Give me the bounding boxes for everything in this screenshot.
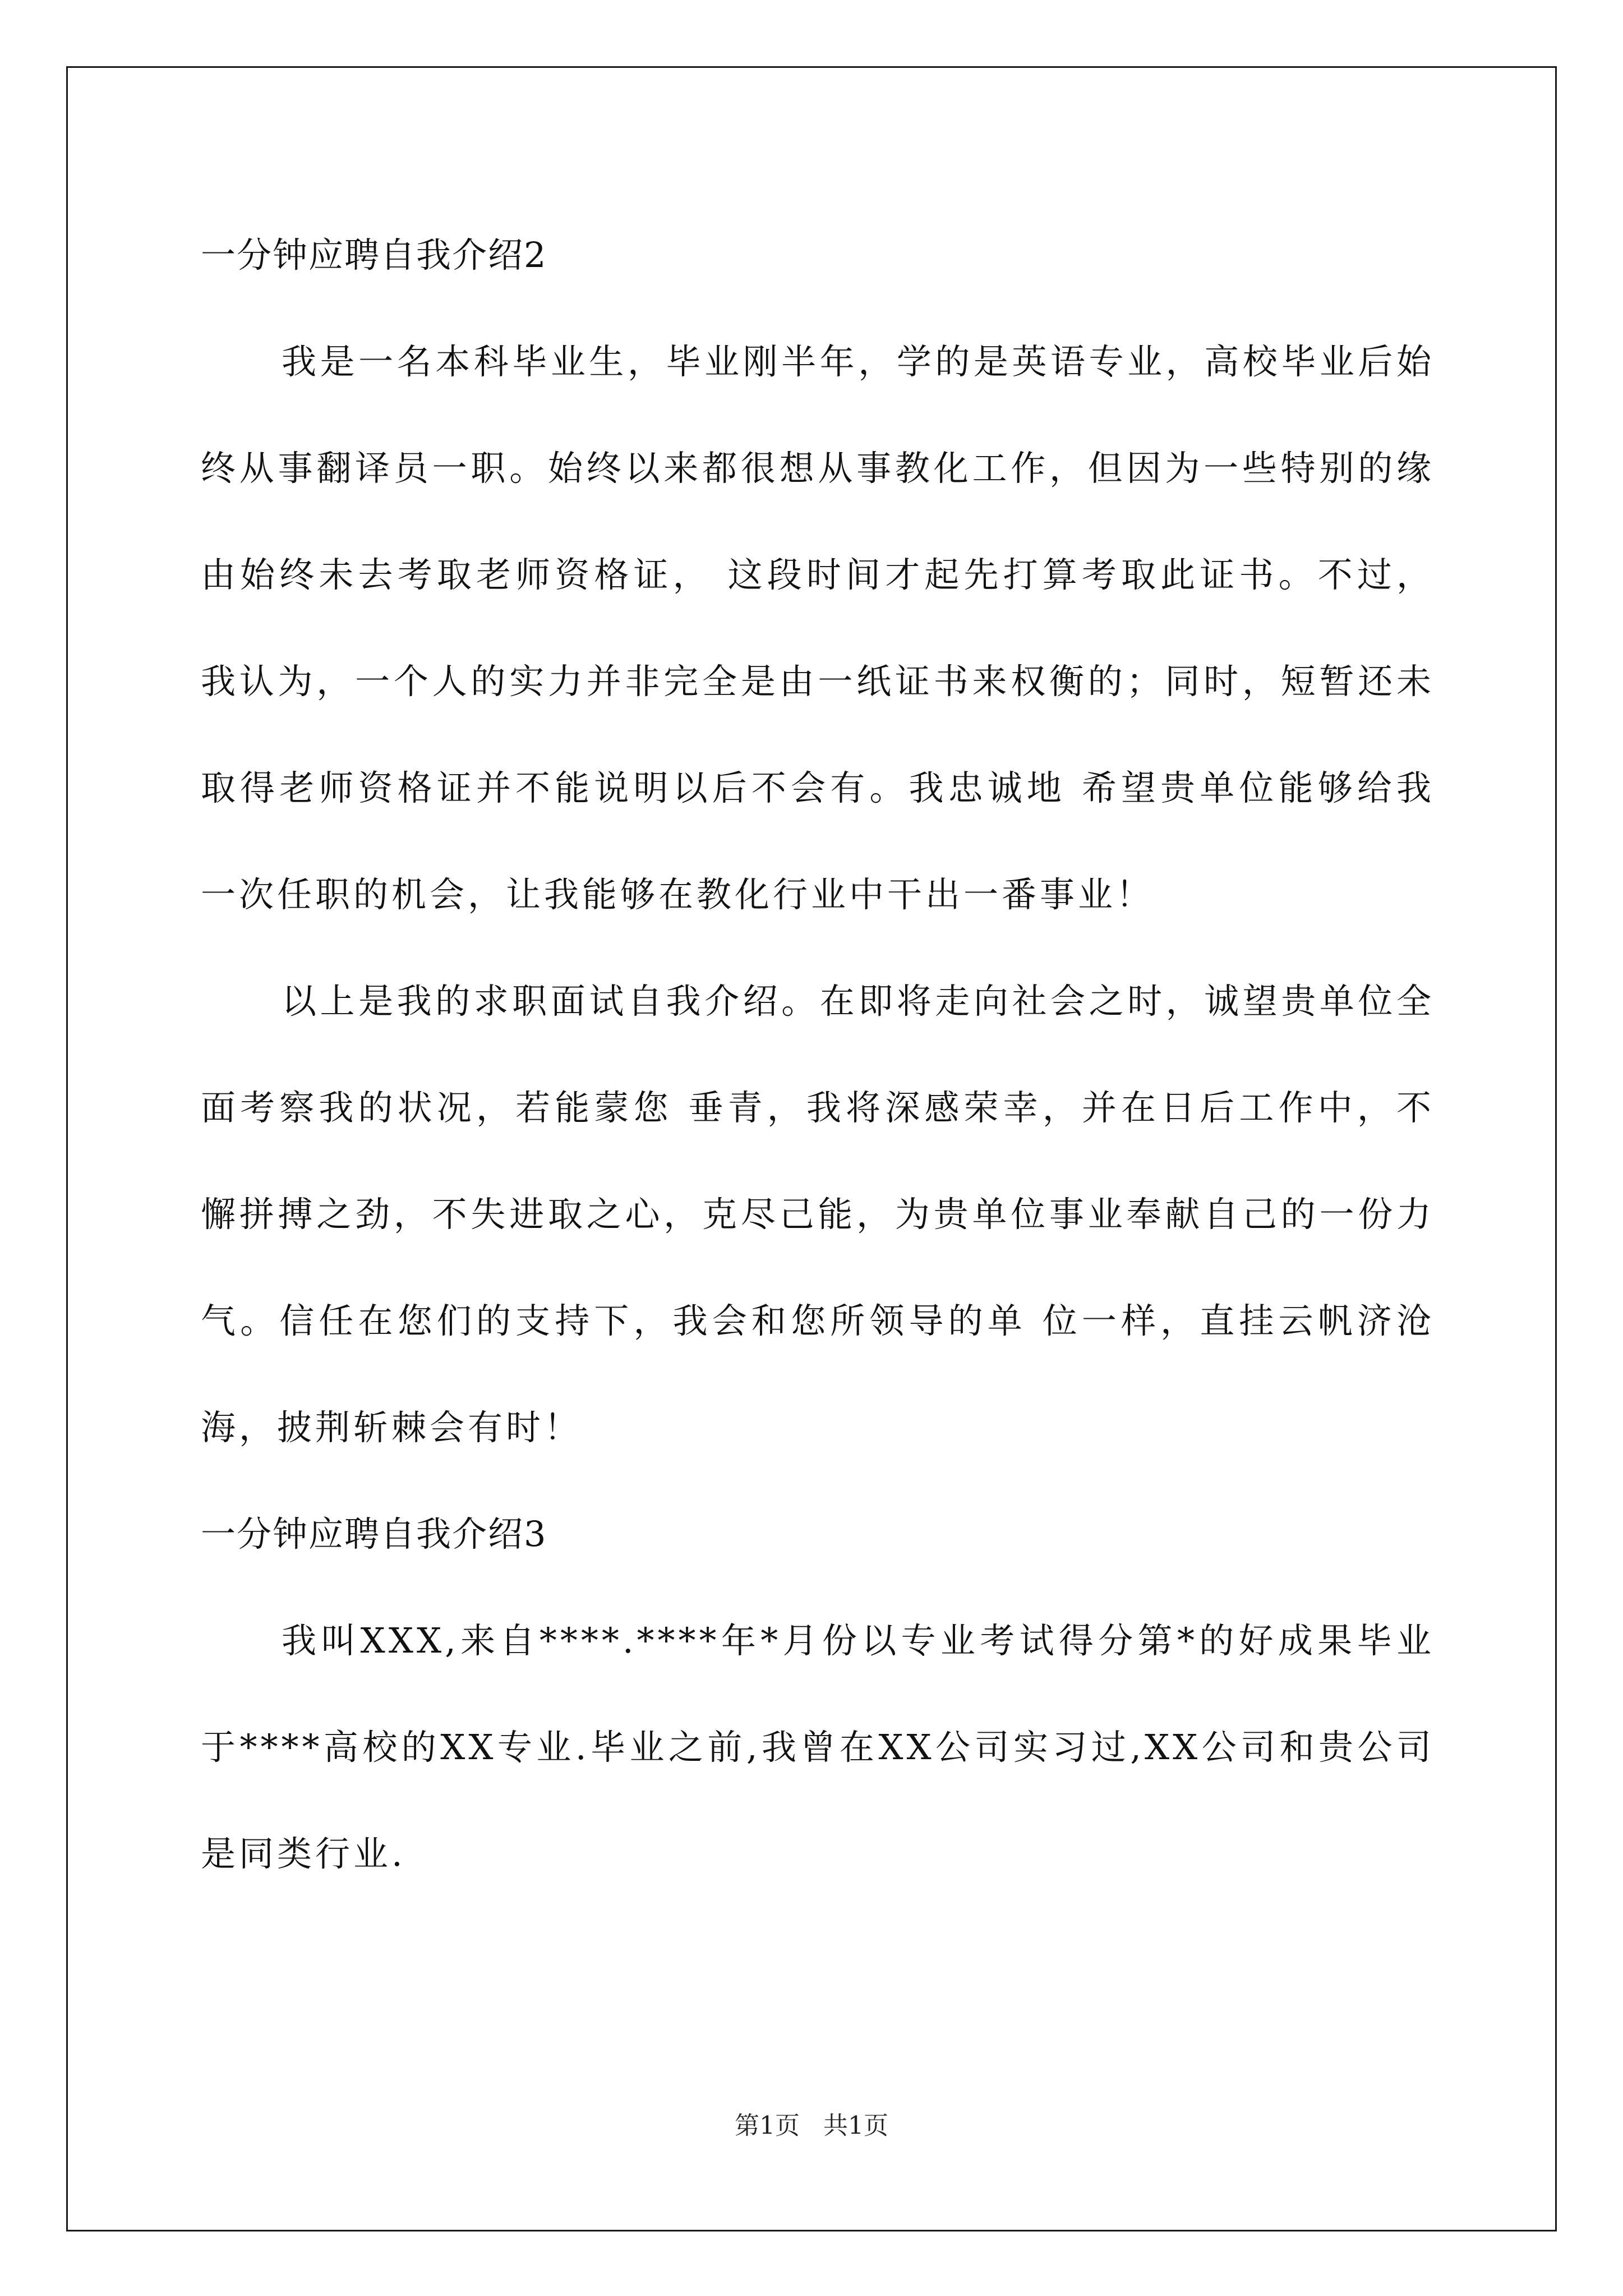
section-heading-2: 一分钟应聘自我介绍2	[201, 234, 547, 275]
page-footer	[0, 2109, 1623, 2143]
paragraph: 我叫XXX,来自****.****年*月份以专业考试得分第*的好成果毕业于****高校的XX专业.毕业之前,我曾在XX公司实习过,XX公司和贵公司是同类行业.	[201, 1620, 1435, 1874]
paragraph: 我是一名本科毕业生，毕业刚半年，学的是英语专业，高校毕业后始终从事翻译员一职。始终以来都很想从事教化工作，但因为一些特别的缘由始终未去考取老师资格证， 这段时间才起先打算考取此证书。不过，我认为，一个人的实力并非完全是由一纸证书来权衡的；同时，短暂还未取得老师资格证并不能说明以后不会有。我忠诚地 希望贵单位能够给我一次任职的机会，让我能够在教化行业中干出一番事业！	[201, 341, 1435, 915]
page-total: 共1页	[823, 2111, 888, 2140]
paragraph: 以上是我的求职面试自我介绍。在即将走向社会之时，诚望贵单位全面考察我的状况，若能蒙您 垂青，我将深感荣幸，并在日后工作中，不懈拼搏之劲，不失进取之心，克尽己能，为贵单位事业奉献自己的一份力气。信任在您们的支持下，我会和您所领导的单 位一样，直挂云帆济沧海，披荆斩棘会有时！	[201, 981, 1435, 1448]
document-body	[201, 202, 1435, 1907]
section-heading-3: 一分钟应聘自我介绍3	[201, 1513, 547, 1554]
page-number: 第1页	[735, 2111, 800, 2140]
